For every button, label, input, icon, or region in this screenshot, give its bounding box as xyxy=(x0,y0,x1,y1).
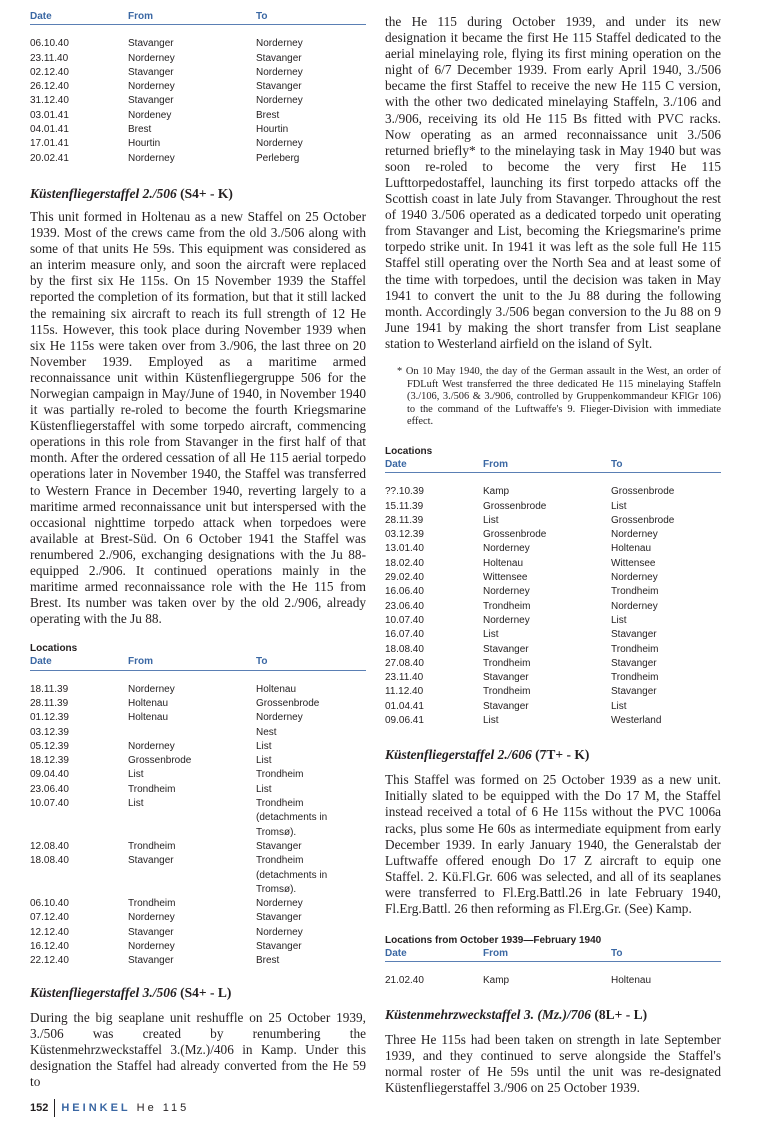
date-cell: 13.01.40 xyxy=(385,543,424,555)
to-cell: Stavanger xyxy=(256,941,302,953)
from-cell: Brest xyxy=(128,124,152,136)
table-row xyxy=(30,683,366,697)
to-cell: List xyxy=(611,500,627,512)
col-header-from: From xyxy=(128,10,256,25)
table-row xyxy=(30,711,366,725)
section-body-3-506-continued: the He 115 during October 1939, and under its new designation it became the first He 115 Staffel dedicated to the aerial minelaying role, flying its first mining operation on the night of 6/7 December 1939. From early April 1940, 3./506 became the first Staffel to receive the new He 115 C version, with the other two dedicated minelaying Staffeln, 3./106 and 3./906, receiving its old He 115 Bs fitted with PVC racks. Now operating as an armed reconnaissance unit 3./506 returned briefly* to the minelaying task in May 1940 but was soon re-roled to become the very first He 115 Lufttorpedostaffel, launching its first torpedo attacks off the Scottish coast in late July from Stavanger. Throughout the rest of 1940 3./506 operated as a dedicated torpedo unit operating from Stavanger and List, becoming the Kriegsmarine's prime torpedo strike unit. In 1941 it was left as the sole full He 115 Staffel still operating over the North Sea and at least some of the time with torpedoes, until the decision was taken in May 1941 to convert the unit to the Ju 88 during the following month. Accordingly 3./506 began conversion to the Ju 88 on 9 June 1941 by making the short transfer from List seaplane station to Westerland airfield on the island of Sylt. xyxy=(385,14,721,351)
locations-label: Locations xyxy=(30,643,78,655)
to-cell: Norderney xyxy=(256,38,303,50)
to-cell: Stavanger xyxy=(256,912,302,924)
section-title: Küstenfliegerstaffel 2./606 xyxy=(385,747,532,763)
to-cell: Trondheim (detachments in Tromsø). xyxy=(256,855,328,895)
col-header-to: To xyxy=(256,10,366,25)
section-heading-3-706 xyxy=(385,1007,721,1023)
to-cell: Trondheim xyxy=(611,672,659,684)
table-row xyxy=(385,614,721,628)
from-cell: Grossenbrode xyxy=(128,755,192,767)
table-body xyxy=(30,670,366,968)
table-row xyxy=(385,685,721,699)
date-cell: 05.12.39 xyxy=(30,740,69,752)
date-cell: ??.10.39 xyxy=(385,486,424,498)
section-code: (8L+ - L) xyxy=(591,1006,648,1022)
spacer-row xyxy=(30,25,366,38)
to-cell: Stavanger xyxy=(611,686,657,698)
to-cell: Norderney xyxy=(256,712,303,724)
col-header-to: To xyxy=(611,947,721,962)
date-cell: 29.02.40 xyxy=(385,572,424,584)
date-cell: 02.12.40 xyxy=(30,66,69,78)
to-cell: Norderney xyxy=(256,898,303,910)
from-cell: Stavanger xyxy=(128,95,174,107)
from-cell: Trondheim xyxy=(483,657,531,669)
to-cell: Nest xyxy=(256,726,277,738)
from-cell: Hourtin xyxy=(128,138,161,150)
table-row xyxy=(30,954,366,968)
spacer-row xyxy=(385,473,721,486)
date-cell: 06.10.40 xyxy=(30,898,69,910)
date-cell: 26.12.40 xyxy=(30,81,69,93)
date-cell: 18.12.39 xyxy=(30,755,69,767)
from-cell: Norderney xyxy=(128,81,175,93)
to-cell: Stavanger xyxy=(611,657,657,669)
date-cell: 09.06.41 xyxy=(385,714,424,726)
from-cell: Trondheim xyxy=(128,898,176,910)
right-column xyxy=(385,0,721,1096)
section-body-3-506: During the big seaplane unit reshuffle on 25 October 1939, 3./506 was created by renumbering the Küstenmehrzweckstaffel 3.(Mz.)/406 in Kamp. Under this designation the Staffel had already converted from the He 59 to xyxy=(30,1009,366,1090)
spacer-row xyxy=(385,962,721,975)
from-cell: Nordeney xyxy=(128,109,172,121)
from-cell: Grossenbrode xyxy=(483,529,547,541)
to-cell: Perleberg xyxy=(256,152,300,164)
date-cell: 18.08.40 xyxy=(30,855,69,867)
table-row xyxy=(385,485,721,499)
spacer-row xyxy=(30,670,366,683)
table-row xyxy=(385,571,721,585)
from-cell: Norderney xyxy=(483,614,530,626)
section-heading-2-606 xyxy=(385,747,721,763)
col-header-date: Date xyxy=(30,655,128,670)
date-cell: 22.12.40 xyxy=(30,955,69,967)
date-cell: 16.07.40 xyxy=(385,629,424,641)
table-row xyxy=(30,854,366,897)
to-cell: Holtenau xyxy=(256,683,297,695)
date-cell: 10.07.40 xyxy=(30,798,69,810)
table-row xyxy=(385,542,721,556)
date-cell: 23.06.40 xyxy=(30,783,69,795)
table-row xyxy=(385,628,721,642)
locations-table-2-606 xyxy=(385,947,721,989)
from-cell: Trondheim xyxy=(483,600,531,612)
col-header-date: Date xyxy=(385,458,483,473)
from-cell: Trondheim xyxy=(128,840,176,852)
from-cell: List xyxy=(128,769,144,781)
section-heading-3-506 xyxy=(30,985,366,1001)
page-footer xyxy=(30,1099,189,1117)
date-cell: 21.02.40 xyxy=(385,975,424,987)
to-cell: Norderney xyxy=(611,529,658,541)
date-cell: 23.11.40 xyxy=(30,52,69,64)
table-row xyxy=(30,52,366,66)
date-cell: 23.11.40 xyxy=(385,672,424,684)
date-cell: 01.12.39 xyxy=(30,712,69,724)
date-cell: 23.06.40 xyxy=(385,600,424,612)
date-cell: 03.01.41 xyxy=(30,109,69,121)
from-cell: Norderney xyxy=(128,912,175,924)
to-cell: Trondheim xyxy=(256,769,304,781)
col-header-from: From xyxy=(483,947,611,962)
table-row xyxy=(30,754,366,768)
book-brand: HEINKEL xyxy=(61,1102,131,1114)
table-row xyxy=(385,714,721,728)
to-cell: Holtenau xyxy=(611,543,652,555)
to-cell: List xyxy=(256,783,272,795)
from-cell: Stavanger xyxy=(483,700,529,712)
col-header-date: Date xyxy=(30,10,128,25)
date-cell: 12.12.40 xyxy=(30,926,69,938)
book-model: He 115 xyxy=(136,1102,190,1114)
from-cell: Wittensee xyxy=(483,572,528,584)
section-body-2-506: This unit formed in Holtenau as a new Staffel on 25 October 1939. Most of the crews came from the old 3./506 along with some of that units He 59s. This equipment was considered as an interim measure only, and soon the aircraft were replaced by the first six He 115s. On 15 November 1939 the Staffel reported the completion of its formation, but that it still lacked the remaining six aircraft to reach its full strength of 12 He 115s. However, this took place during November 1939 when six He 115s were taken over from 3./906, the last three on 20 November 1939. Employed as a maritime armed reconnaissance unit within Küstenfliegergruppe 506 for the Norwegian campaign in May/June of 1940, in November 1940 it was partially re-roled to become the fourth Kriegsmarine Küstenfliegerstaffel with some torpedo aircraft, commencing operations in this role from Stavanger in the first half of that month. After the ordered cessation of all He 115 aerial torpedo operations later in November 1940, the Staffel was transferred to Western France in December 1940, reverting largely to a maritime armed reconnaissance unit but interspersed with the occasional nighttime torpedo attack when torpedoes were available at Brest-Süd. On 6 October 1941 the Staffel was renumbered 2./906, exchanging designations with the Ju 88-equipped 2./906. It continued operations mainly in the maritime armed reconnaissance role with the He 115 from Brest. Its number was taken over by the old 2./906, already operating with the Ju 88. xyxy=(30,208,366,627)
date-cell: 04.01.41 xyxy=(30,124,69,136)
section-title: Küstenfliegerstaffel 2./506 xyxy=(30,185,177,201)
date-cell: 28.11.39 xyxy=(385,514,424,526)
to-cell: Hourtin xyxy=(256,124,289,136)
from-cell: Holtenau xyxy=(128,698,169,709)
from-cell: Stavanger xyxy=(483,643,529,655)
locations-table-2-506-cont xyxy=(30,10,366,166)
from-cell: Trondheim xyxy=(483,686,531,698)
to-cell: Norderney xyxy=(611,600,658,612)
date-cell: 27.08.40 xyxy=(385,657,424,669)
table-row xyxy=(385,600,721,614)
table-row xyxy=(30,37,366,51)
from-cell: Norderney xyxy=(128,152,175,164)
date-cell: 11.12.40 xyxy=(385,686,424,698)
table-row xyxy=(30,726,366,740)
from-cell: Trondheim xyxy=(128,783,176,795)
table-body xyxy=(385,473,721,729)
to-cell: Stavanger xyxy=(256,840,302,852)
col-header-to: To xyxy=(256,655,366,670)
section-title: Küstenfliegerstaffel 3./506 xyxy=(30,984,177,1000)
to-cell: Westerland xyxy=(611,714,662,726)
table-row xyxy=(30,768,366,782)
section-code: (7T+ - K) xyxy=(531,747,590,763)
table-row xyxy=(30,80,366,94)
col-header-to: To xyxy=(611,458,721,473)
table-body xyxy=(385,962,721,989)
from-cell: Kamp xyxy=(483,486,510,498)
date-cell: 17.01.41 xyxy=(30,138,69,150)
to-cell: Holtenau xyxy=(611,975,652,987)
date-cell: 18.02.40 xyxy=(385,557,424,569)
left-column xyxy=(30,0,366,1090)
col-header-from: From xyxy=(128,655,256,670)
page-number: 152 xyxy=(30,1102,49,1114)
to-cell: Trondheim (detachments in Tromsø). xyxy=(256,798,328,838)
table-row xyxy=(30,926,366,940)
to-cell: Trondheim xyxy=(611,586,659,598)
footer-divider xyxy=(54,1099,55,1117)
to-cell: Stavanger xyxy=(611,629,657,641)
date-cell: 20.02.41 xyxy=(30,152,69,164)
from-cell: Kamp xyxy=(483,975,510,987)
date-cell: 31.12.40 xyxy=(30,95,69,107)
table-row xyxy=(30,911,366,925)
section-code: (S4+ - K) xyxy=(176,185,233,201)
from-cell: Norderney xyxy=(128,740,175,752)
date-cell: 03.12.39 xyxy=(385,529,424,541)
to-cell: Stavanger xyxy=(256,52,302,64)
to-cell: Brest xyxy=(256,109,280,121)
table-row xyxy=(30,66,366,80)
table-row xyxy=(30,94,366,108)
locations-table-3-506-left xyxy=(30,655,366,968)
section-title: Küstenmehrzweckstaffel 3. (Mz.)/706 xyxy=(385,1006,592,1022)
locations-label: Locations from October 1939—February 1940 xyxy=(385,935,602,947)
from-cell: Stavanger xyxy=(483,672,529,684)
date-cell: 03.12.39 xyxy=(30,726,69,738)
to-cell: Norderney xyxy=(256,926,303,938)
to-cell: Norderney xyxy=(256,95,303,107)
from-cell: Norderney xyxy=(483,586,530,598)
from-cell: Stavanger xyxy=(128,66,174,78)
table-row xyxy=(385,671,721,685)
from-cell: Grossenbrode xyxy=(483,500,547,512)
from-cell: Holtenau xyxy=(128,712,169,724)
table-row xyxy=(30,740,366,754)
table-row xyxy=(30,797,366,840)
from-cell: Stavanger xyxy=(128,855,174,867)
date-cell: 16.12.40 xyxy=(30,941,69,953)
from-cell: Stavanger xyxy=(128,926,174,938)
to-cell: Norderney xyxy=(256,138,303,150)
from-cell: Norderney xyxy=(128,941,175,953)
from-cell: List xyxy=(128,798,144,810)
section-body-3-706: Three He 115s had been taken on strength in late September 1939, and they continued to serve alongside the Staffel's normal roster of He 59s until the unit was re-designated Küstenfliegerstaffel 3./906 on 25 October 1939. xyxy=(385,1031,721,1095)
from-cell: Stavanger xyxy=(128,955,174,967)
table-row xyxy=(30,152,366,166)
to-cell: List xyxy=(256,740,272,752)
date-cell: 28.11.39 xyxy=(30,698,69,709)
table-row xyxy=(30,123,366,137)
table-row xyxy=(30,109,366,123)
date-cell: 18.11.39 xyxy=(30,683,69,695)
date-cell: 18.08.40 xyxy=(385,643,424,655)
to-cell: Norderney xyxy=(611,572,658,584)
from-cell: Norderney xyxy=(128,52,175,64)
section-body-2-606: This Staffel was formed on 25 October 1939 as a new unit. Initially slated to be equipped with the Do 17 M, the Staffel instead received a total of 6 He 115s without the PVC 1006a racks, plus some He 60s as intermediate equipment from early December 1939. In early January 1940, the Generalstab der Luftwaffe offered enough Do 17 Z aircraft to equip one Staffel. 2. Kü.Fl.Gr. 606 was selected, and all of its seaplanes were transferred to Fl.Erg.Battl.26 in late February 1940, Fl.Erg.Battl. 26 then reforming as Fl.Erg.Gr. (See) Kamp. xyxy=(385,772,721,917)
col-header-date: Date xyxy=(385,947,483,962)
to-cell: Brest xyxy=(256,955,280,967)
date-cell: 15.11.39 xyxy=(385,500,424,512)
date-cell: 06.10.40 xyxy=(30,38,69,50)
table-row xyxy=(30,137,366,151)
table-row xyxy=(385,500,721,514)
to-cell: Grossenbrode xyxy=(611,486,675,498)
section-code: (S4+ - L) xyxy=(176,984,232,1000)
table-row xyxy=(385,643,721,657)
table-row xyxy=(385,585,721,599)
date-cell: 01.04.41 xyxy=(385,700,424,712)
table-row xyxy=(385,528,721,542)
to-cell: Wittensee xyxy=(611,557,656,569)
table-body xyxy=(30,25,366,166)
to-cell: Grossenbrode xyxy=(611,514,675,526)
from-cell: List xyxy=(483,714,499,726)
date-cell: 12.08.40 xyxy=(30,840,69,852)
to-cell: List xyxy=(611,614,627,626)
from-cell: Norderney xyxy=(483,543,530,555)
locations-label: Locations xyxy=(385,445,433,457)
footnote: * On 10 May 1940, the day of the German assault in the West, an order of FDLuft West transferred the three dedicated He 115 minelaying Staffeln (3./106, 3./506 & 3./906, controlled by Gruppenkommandeur KFlGr 106) to the command of the Luftwaffe's 9. Flieger-Division with immediate effect. xyxy=(397,365,721,428)
from-cell: List xyxy=(483,514,499,526)
table-row xyxy=(385,557,721,571)
date-cell: 16.06.40 xyxy=(385,586,424,598)
to-cell: List xyxy=(256,755,272,767)
table-row xyxy=(30,940,366,954)
to-cell: List xyxy=(611,700,627,712)
table-row xyxy=(385,974,721,988)
date-cell: 09.04.40 xyxy=(30,769,69,781)
table-row xyxy=(385,700,721,714)
to-cell: Grossenbrode xyxy=(256,698,320,709)
from-cell: List xyxy=(483,629,499,641)
table-row xyxy=(30,897,366,911)
table-row xyxy=(385,514,721,528)
col-header-from: From xyxy=(483,458,611,473)
to-cell: Norderney xyxy=(256,66,303,78)
table-row xyxy=(385,657,721,671)
table-row xyxy=(30,783,366,797)
from-cell: Stavanger xyxy=(128,38,174,50)
date-cell: 07.12.40 xyxy=(30,912,69,924)
to-cell: Trondheim xyxy=(611,643,659,655)
locations-table-3-506 xyxy=(385,458,721,728)
date-cell: 10.07.40 xyxy=(385,614,424,626)
table-row xyxy=(30,697,366,711)
section-heading-2-506 xyxy=(30,186,366,202)
table-row xyxy=(30,840,366,854)
from-cell: Norderney xyxy=(128,683,175,695)
from-cell xyxy=(128,726,256,740)
to-cell: Stavanger xyxy=(256,81,302,93)
from-cell: Holtenau xyxy=(483,557,524,569)
